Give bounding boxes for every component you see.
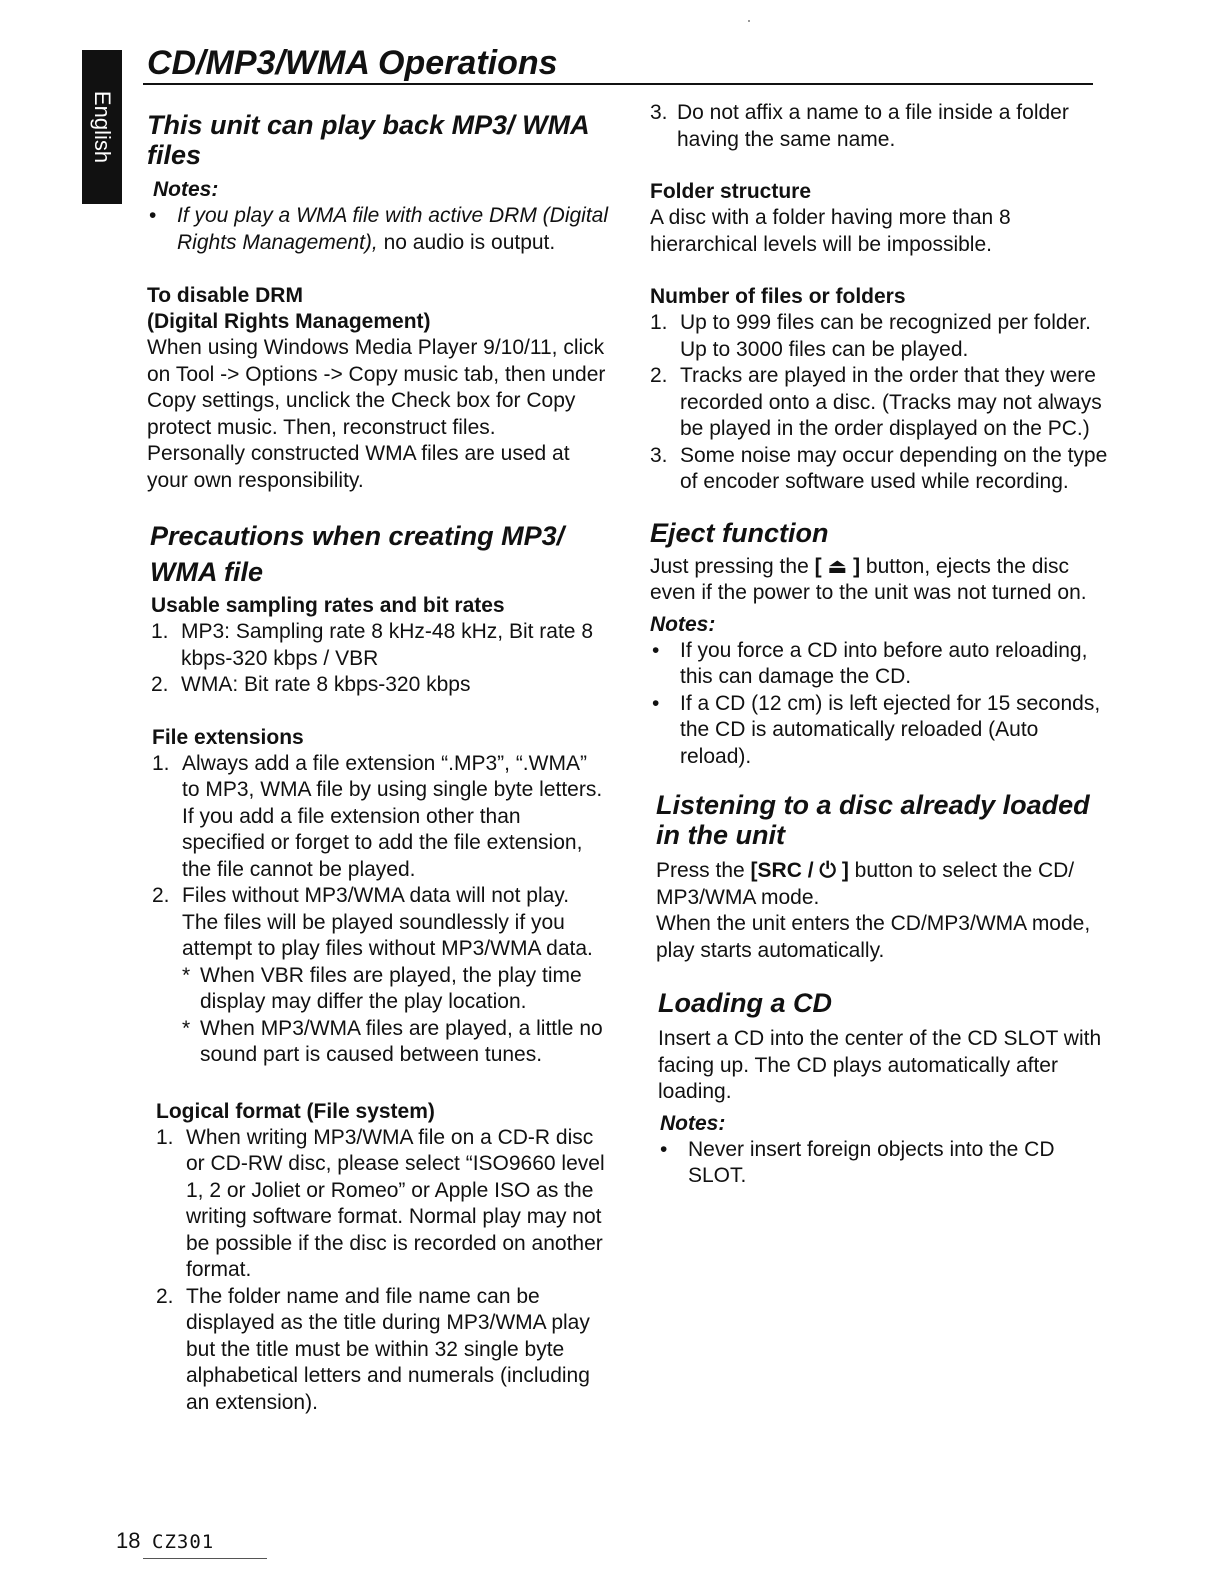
list-item: 1. MP3: Sampling rate 8 kHz-48 kHz, Bit rate 8 kbps-320 kbps / VBR [151, 620, 593, 670]
rates-heading: Usable sampling rates and bit rates [151, 594, 505, 617]
logical-format-list [156, 1125, 609, 1417]
scan-speck [748, 20, 750, 22]
heading-precautions: Precautions when creating MP3/ WMA file [150, 521, 565, 587]
file-count-heading: Number of files or folders [650, 285, 906, 308]
star-note: * When VBR files are played, the play time display may differ the play location. [182, 963, 582, 1013]
list-item: 2. The folder name and file name can be displayed as the title during MP3/WMA play but the title must be within 32 single byte alphabetical letters and numerals (including an extension). [156, 1284, 590, 1414]
model-number: CZ301 [152, 1531, 215, 1553]
list-item: 1. Up to 999 files can be recognized per folder. Up to 3000 files can be played. [650, 311, 1091, 361]
folder-structure-heading: Folder structure [650, 180, 812, 203]
list-item: 2. Tracks are played in the order that they were recorded onto a disc. (Tracks may not always be played in the order displayed on the PC.) [650, 364, 1102, 440]
loading-notes-label: Notes: [660, 1111, 726, 1135]
rates-list [151, 619, 609, 699]
extensions-heading: File extensions [152, 725, 304, 749]
eject-notes [650, 638, 1110, 771]
extensions-list [152, 751, 609, 1069]
heading-listening: Listening to a disc already loaded in the unit [656, 790, 1090, 850]
logical-format-heading: Logical format (File system) [156, 1099, 435, 1123]
list-item: 1. When writing MP3/WMA file on a CD-R disc or CD-RW disc, please select “ISO9660 level 1, 2 or Joliet or Romeo” or Apple ISO as the writing software format. Normal play may not be possible if the disc is recorded on another format. [156, 1125, 605, 1281]
list-item: 3. Some noise may occur depending on the type of encoder software used while recording. [650, 443, 1108, 493]
drm-heading-line-2: (Digital Rights Management) [147, 310, 431, 333]
listening-body: Press the [SRC / ⏻ ] button to select the CD/ MP3/WMA mode. [656, 859, 1075, 909]
list-item [147, 203, 609, 256]
heading-playback: This unit can play back MP3/ WMA files [147, 110, 589, 170]
folder-structure-body: A disc with a folder having more than 8 hierarchical levels will be impossible. [650, 206, 1011, 256]
heading-eject: Eject function [650, 517, 829, 548]
bullet-icon: • [149, 204, 157, 227]
note-italic-text: If you play a WMA file with active DRM (Digital Rights Management), [177, 204, 609, 254]
bullet-icon: • [652, 691, 660, 715]
file-count-list [650, 310, 1110, 496]
list-item: • Never insert foreign objects into the CD SLOT. [660, 1137, 1055, 1187]
note-text: no audio is output. [377, 230, 556, 254]
left-column [147, 100, 609, 1416]
title-underline [143, 83, 1093, 85]
right-column [650, 100, 1110, 1190]
language-side-tab [82, 50, 122, 204]
list-item: 2. Files without MP3/WMA data will not play. The files will be played soundlessly if you attempt to play files without MP3/WMA data. * When VBR files are played, the play time display may differ the play location. * When MP3/WMA files are played, a little no sound part is caused between tunes. [152, 883, 609, 1069]
list-item: 3. Do not affix a name to a file inside a folder having the same name. [650, 101, 1069, 151]
page-title: CD/MP3/WMA Operations [147, 44, 558, 82]
logical-format-list-continued [650, 100, 1110, 153]
loading-notes [658, 1137, 1110, 1190]
eject-button-symbol: [ ⏏ ] [814, 554, 861, 578]
playback-notes [147, 203, 609, 256]
loading-body: Insert a CD into the center of the CD SLOT with facing up. The CD plays automatically after loading. [658, 1027, 1102, 1103]
heading-loading: Loading a CD [658, 988, 832, 1018]
listening-body-2: When the unit enters the CD/MP3/WMA mode, play starts automatically. [656, 912, 1091, 962]
eject-body: Just pressing the [ ⏏ ] button, ejects the disc even if the power to the unit was not turned on. [650, 554, 1087, 604]
star-note: * When MP3/WMA files are played, a little no sound part is caused between tunes. [182, 1016, 603, 1066]
list-item: • If a CD (12 cm) is left ejected for 15 seconds, the CD is automatically reloaded (Auto reload). [652, 691, 1101, 768]
list-item: 1. Always add a file extension “.MP3”, “.WMA” to MP3, WMA file by using single byte letters. If you add a file extension other than specified or forget to add the file extension, the file cannot be played. [152, 751, 603, 881]
list-item: • If you force a CD into before auto reloading, this can damage the CD. [652, 638, 1088, 688]
eject-notes-label: Notes: [650, 612, 716, 636]
page-number: 18 [116, 1528, 141, 1553]
notes-label: Notes: [153, 178, 219, 201]
list-item: 2. WMA: Bit rate 8 kbps-320 kbps [151, 673, 471, 696]
language-tab-label: English [90, 90, 115, 164]
drm-body: When using Windows Media Player 9/10/11, click on Tool -> Options -> Copy music tab, then under Copy settings, unclick the Check box for Copy protect music. Then, reconstruct files. [147, 336, 606, 439]
drm-body-2: Personally constructed WMA files are used at your own responsibility. [147, 442, 570, 492]
src-power-button-symbol: [SRC / ⏻ ] [750, 859, 849, 882]
drm-heading-line-1: To disable DRM [147, 284, 303, 307]
bullet-icon: • [660, 1137, 668, 1161]
bullet-icon: • [652, 638, 660, 662]
footer-underline [143, 1558, 267, 1559]
